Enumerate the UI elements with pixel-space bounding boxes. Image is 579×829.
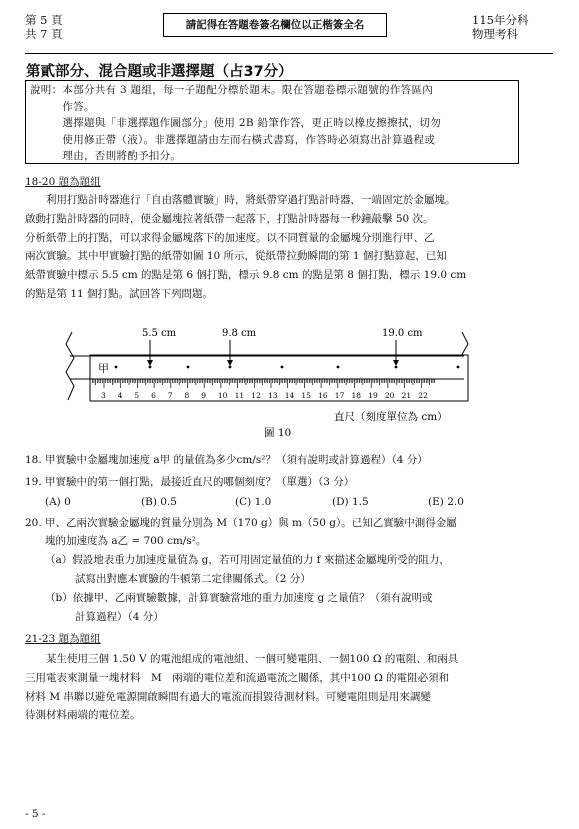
- q19-option-b[interactable]: (B) 0.5: [141, 496, 177, 508]
- ruler-number: 13: [268, 391, 278, 400]
- paragraph-line: 兩次實驗。其中甲實驗打點的紙帶如圖 10 所示，從紙帶拉動瞬間的第 1 個打點算起，已知: [25, 250, 447, 263]
- signature-reminder-box: 請記得在答題卷簽名欄位以正楷簽全名: [163, 13, 387, 37]
- instructions-box: [25, 80, 519, 164]
- paragraph-line: 分析紙帶上的打點，可以求得金屬塊落下的加速度。以不同質量的金屬塊分別進行甲、乙: [25, 231, 435, 244]
- ruler-number: 6: [151, 391, 156, 400]
- ruler-number: 11: [234, 391, 245, 400]
- header-rule: [25, 53, 553, 54]
- group-heading-21-23: 21-23 題為題組: [25, 633, 101, 645]
- instruction-line: 作答。: [30, 100, 95, 113]
- q19-option-e[interactable]: (E) 2.0: [428, 496, 464, 508]
- marker-label-9-8: 9.8 cm: [222, 328, 257, 339]
- exam-year: 115年分科: [472, 13, 529, 27]
- ruler-number: 12: [251, 391, 261, 400]
- page-footer: - 5 -: [25, 808, 46, 820]
- instruction-line: 理由，否則將酌予扣分。: [30, 150, 182, 162]
- ruler-body: [90, 355, 468, 401]
- exam-info: [472, 13, 528, 41]
- q19-option-d[interactable]: (D) 1.5: [332, 496, 369, 508]
- tape-dot: [281, 366, 284, 369]
- exam-subject: 物理考科: [472, 27, 518, 41]
- tape-dot: [337, 366, 340, 369]
- question-19: 19. 甲實驗中的第一個打點，最接近直尺的哪個刻度？（單選）（3 分）: [25, 476, 355, 488]
- q19-option-a[interactable]: (A) 0: [45, 496, 71, 508]
- paragraph-line: 利用打點計時器進行「自由落體實驗」時，將紙帶穿過打點計時器，一端固定於金屬塊。: [25, 194, 456, 206]
- figure-caption: 圖 10: [264, 427, 292, 439]
- ruler-number: 7: [167, 391, 173, 400]
- ruler-number: 22: [418, 391, 428, 400]
- paragraph-line: 紙帶實驗中標示 5.5 cm 的點是第 6 個打點，標示 9.8 cm 的點是第 8 個打點，標示 19.0 cm: [25, 269, 467, 282]
- paragraph-line: 的點是第 11 個打點。試回答下列問題。: [25, 287, 214, 300]
- page-current: 第 5 頁: [25, 13, 63, 27]
- group2-paragraph: [25, 650, 525, 725]
- marker-label-19-0: 19.0 cm: [382, 328, 423, 339]
- instruction-line: 選擇題與「非選擇題作圖部分」使用 2B 鉛筆作答，更正時以橡皮擦擦拭，切勿: [30, 117, 442, 129]
- question-20a-line2: 試寫出對應本實驗的牛頓第二定律關係式。（2 分）: [75, 573, 311, 585]
- ruler-number: 15: [301, 391, 311, 400]
- ruler-number: 14: [284, 391, 295, 400]
- figure-10: [60, 322, 480, 442]
- tape-dot: [395, 366, 398, 369]
- instruction-line: 說明：本部分共有 3 題組，每一子題配分標於題末。限在答題卷標示題號的作答區內: [30, 84, 434, 96]
- paragraph-line: 材料 M 串聯以避免電源開啟瞬間有過大的電流而損毀待測材料。可變電阻則是用來調變: [25, 690, 431, 703]
- paragraph-line: 待測材料兩端的電位差。: [25, 709, 141, 722]
- ruler-number: 9: [201, 391, 206, 400]
- section-title: 第貳部分、混合題或非選擇題（占37分）: [26, 64, 293, 80]
- ruler-number: 20: [384, 391, 395, 400]
- ruler-number: 5: [134, 391, 140, 400]
- ruler-number: 4: [117, 391, 123, 400]
- ruler-caption: 直尺（刻度單位為 cm）: [334, 411, 448, 423]
- group1-paragraph: [25, 191, 525, 304]
- paragraph-line: 三用電表來測量一塊材料 M 兩端的電位差和流過電流之關係，其中100 Ω 的電阻必須和: [25, 671, 450, 684]
- q19-option-c[interactable]: (C) 1.0: [235, 496, 272, 508]
- ruler-number: 19: [368, 391, 378, 400]
- tape-dot: [229, 366, 232, 369]
- paragraph-line: 某生使用三個 1.50 V 的電池組成的電池組、一個可變電阻、一個100 Ω 的電阻、和兩具: [25, 653, 459, 665]
- question-20a-line1: （a）假設地表重力加速度量值為 g，若可用固定量值的力 f 來描述金屬塊所受的阻力，: [45, 554, 450, 566]
- question-20b-line1: （b）依據甲、乙兩實驗數據，計算實驗當地的重力加速度 g 之量值？（須有說明或: [45, 592, 433, 604]
- paragraph-line: 啟動打點計時器的同時，使金屬塊拉著紙帶一起落下，打點計時器每一秒鐘敲擊 50 次。: [25, 212, 434, 225]
- group-heading-18-20: 18-20 題為題組: [25, 176, 101, 188]
- ruler-number: 10: [217, 391, 228, 400]
- ruler-number: 18: [351, 391, 362, 400]
- question-20-line2: 塊的加速度為 a乙 = 700 cm/s²。: [45, 535, 207, 547]
- tape-label: 甲: [98, 362, 109, 375]
- tape-left-torn-edge: [66, 332, 74, 400]
- tape-dot: [187, 366, 190, 369]
- tape-dot: [149, 366, 152, 369]
- question-20-line1: 20. 甲、乙兩次實驗金屬塊的質量分別為 M（170 g）與 m（50 g）。已知乙實驗中測得金屬: [25, 517, 457, 529]
- ruler-number: 16: [318, 391, 328, 400]
- page-total: 共 7 頁: [25, 27, 63, 41]
- question-18: 18. 甲實驗中金屬塊加速度 a甲 的量值為多少cm/s²？（須有說明或計算過程）（4 分）: [25, 454, 428, 466]
- ruler-number: 8: [184, 391, 190, 400]
- page-number: [25, 13, 63, 41]
- ruler-number: 3: [101, 391, 106, 400]
- question-20b-line2: 計算過程）（4 分）: [75, 611, 164, 623]
- ruler-number: 21: [401, 391, 412, 400]
- marker-label-5-5: 5.5 cm: [142, 328, 177, 339]
- tape-dot: [457, 366, 460, 369]
- instruction-line: 使用修正帶（液）。非選擇題請由左而右橫式書寫，作答時必須寫出計算過程或: [30, 133, 436, 146]
- ruler-number: 17: [334, 391, 345, 400]
- tape-dot: [115, 366, 118, 369]
